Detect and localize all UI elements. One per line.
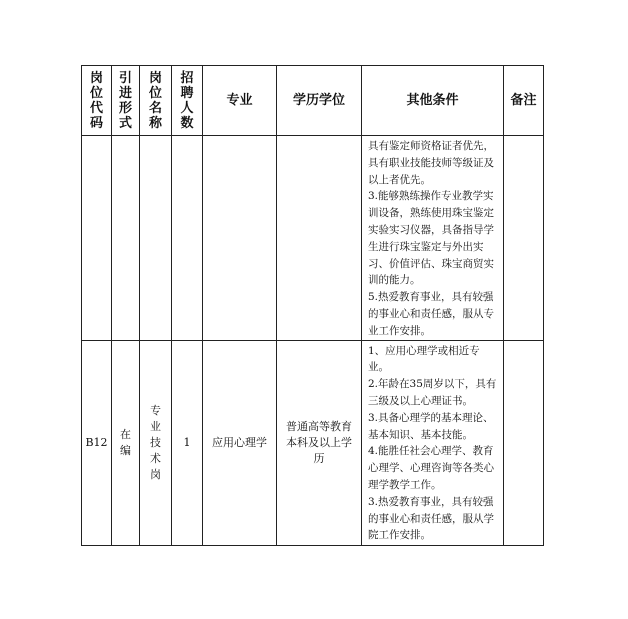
- name-text: 专业技术岗: [150, 403, 161, 481]
- condition-line: 3.具备心理学的基本理论、基本知识、基本技能。: [368, 411, 494, 441]
- header-code: 岗位代码: [82, 66, 112, 136]
- header-remarks: 备注: [504, 66, 544, 136]
- table-row: [82, 136, 544, 341]
- cell-major: 应用心理学: [203, 340, 277, 545]
- degree-text: 普通高等教育本科及以上学历: [286, 419, 352, 465]
- cell-remarks: [504, 136, 544, 341]
- header-count: 招聘人数: [172, 66, 203, 136]
- header-name: 岗位名称: [140, 66, 172, 136]
- condition-line: 5.热爱教育事业，具有较强的事业心和责任感，服从专业工作安排。: [368, 291, 494, 337]
- condition-line: 4.能胜任社会心理学、教育心理学、心理咨询等各类心理学教学工作。: [368, 445, 494, 491]
- condition-line: 3.热爱教育事业，具有较强的事业心和责任感，服从学院工作安排。: [368, 495, 494, 542]
- header-row: [82, 66, 544, 136]
- header-conditions: 其他条件: [362, 66, 504, 136]
- cell-degree: [277, 136, 362, 341]
- header-degree: 学历学位: [277, 66, 362, 136]
- header-major: 专业: [203, 66, 277, 136]
- condition-line: 3.能够熟练操作专业教学实训设备，熟练使用珠宝鉴定实验实习仪器，具备指导学生进行珠宝鉴定与外出实习、价值评估、珠宝商贸实训的能力。: [368, 190, 494, 287]
- cell-form: [112, 136, 140, 341]
- cell-conditions: [362, 136, 504, 341]
- cell-name: [140, 340, 172, 545]
- cell-count: [172, 136, 203, 341]
- cell-code: [82, 136, 112, 341]
- cell-code: B12: [82, 340, 112, 545]
- cell-name: [140, 136, 172, 341]
- condition-line: 具有鉴定师资格证者优先，具有职业技能技师等级证及以上者优先。: [368, 140, 494, 186]
- cell-conditions: [362, 340, 504, 545]
- form-text: 在编: [120, 427, 131, 457]
- cell-degree: [277, 340, 362, 545]
- cell-major: [203, 136, 277, 341]
- cell-count: 1: [172, 340, 203, 545]
- cell-form: [112, 340, 140, 545]
- condition-line: 1、应用心理学或相近专业。: [368, 344, 480, 374]
- recruitment-table: [81, 65, 544, 546]
- header-form: 引进形式: [112, 66, 140, 136]
- table-row: [82, 340, 544, 545]
- condition-line: 2.年龄在35周岁以下，具有三级及以上心理证书。: [368, 378, 497, 407]
- cell-remarks: [504, 340, 544, 545]
